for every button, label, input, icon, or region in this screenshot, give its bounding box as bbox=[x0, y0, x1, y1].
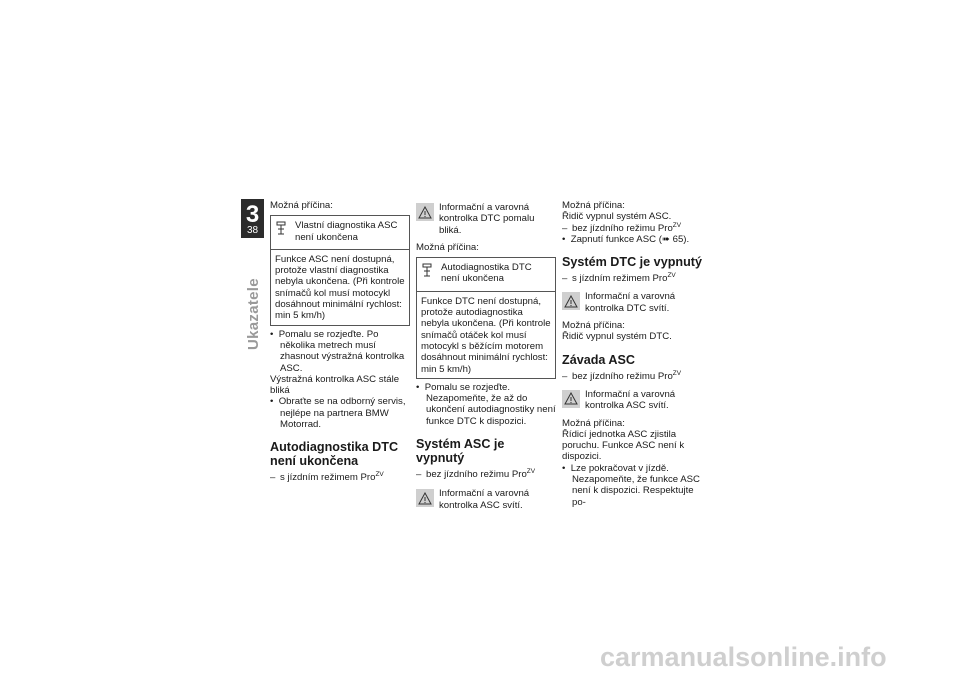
warning-triangle-icon bbox=[562, 390, 580, 408]
dash-item: – s jízdním režimem Pro$^{ZV}$ bbox=[562, 272, 676, 285]
column-1 bbox=[270, 200, 410, 484]
warning-text: Informační a varovná kontrolka ASC svítí. bbox=[585, 388, 676, 412]
bullet-item: • Lze pokračovat v jízdě. Nezapomeňte, že funkce ASC není k dispozici. Respektujte po- bbox=[562, 462, 700, 508]
bullet-item: • Pomalu se rozjeďte. Po několika metrech musí zhasnout výstražná kontrolka ASC. bbox=[270, 328, 405, 374]
box-body: Funkce ASC není dostupná, protože vlastní diagnostika nebyla ukončena. (Při kontrole snímačů kol musí motocykl dosáhnout minimální rychlost: min 5 km/h) bbox=[275, 253, 405, 322]
cause-text: Řidič vypnul systém DTC. bbox=[562, 331, 672, 343]
warning-triangle-icon bbox=[562, 292, 580, 310]
info-box bbox=[416, 257, 556, 379]
chapter-number: 3 bbox=[245, 201, 260, 228]
bullet-item: • Obraťte se na odborný servis, nejlépe na partnera BMW Motorrad. bbox=[270, 396, 406, 431]
warning-text: Informační a varovná kontrolka ASC svítí. bbox=[439, 488, 530, 511]
section-heading: Závada ASC bbox=[562, 352, 636, 367]
cause-text: Řídicí jednotka ASC zjistila poruchu. Funkce ASC není k dispozici. bbox=[562, 428, 685, 463]
bullet-item: • Zapnutí funkce ASC (➠ 65). bbox=[562, 233, 690, 245]
warning-row bbox=[562, 291, 702, 314]
box-title: Vlastní diagnostika ASC není ukončena bbox=[295, 220, 398, 243]
section-heading: Systém ASC je vypnutý bbox=[416, 437, 505, 466]
box-title: Autodiagnostika DTC není ukončena bbox=[441, 262, 532, 285]
dash-item: – bez jízdního režimu Pro$^{ZV}$ bbox=[562, 221, 682, 234]
warning-triangle-icon bbox=[416, 203, 434, 221]
cause-label: Možná příčina: bbox=[562, 320, 625, 332]
warning-row bbox=[416, 488, 556, 511]
column-3 bbox=[562, 200, 702, 508]
page-number: 38 bbox=[246, 225, 259, 236]
dash-item: – bez jízdního režimu Pro$^{ZV}$ bbox=[416, 467, 536, 481]
box-body: Funkce DTC není dostupná, protože autodiagnostika nebyla ukončena. (Při kontrole snímačů otáček kol musí motocykl s běžícím motorem dosáhnout minimální rychlost: min 5 km/h) bbox=[421, 295, 551, 375]
warning-text: Informační a varovná kontrolka DTC pomalu bliká. bbox=[439, 202, 535, 236]
warning-row bbox=[416, 202, 556, 236]
diagnostic-icon bbox=[421, 262, 441, 285]
warning-row bbox=[562, 389, 702, 412]
column-2 bbox=[416, 200, 556, 517]
warning-text: Informační a varovná kontrolka DTC svítí. bbox=[585, 291, 676, 314]
section-heading: Systém DTC je vypnutý bbox=[562, 255, 702, 270]
chapter-tab bbox=[241, 199, 264, 238]
warning-triangle-icon bbox=[416, 489, 434, 507]
cause-label: Možná příčina: bbox=[416, 241, 479, 253]
watermark: carmanualsonline.info bbox=[600, 642, 887, 672]
cause-label: Možná příčina: bbox=[562, 417, 625, 429]
dash-item: – bez jízdního režimu Pro$^{ZV}$ bbox=[562, 369, 682, 382]
diagnostic-icon bbox=[275, 220, 295, 243]
section-label: Ukazatele bbox=[245, 278, 262, 350]
section-heading: Autodiagnostika DTC není ukončena bbox=[270, 440, 399, 469]
cause-label: Možná příčina: bbox=[562, 200, 625, 211]
bullet-item: • Pomalu se rozjeďte. Nezapomeňte, že až do ukončení autodiagnostiky není funkce DTC k dispozici. bbox=[416, 381, 556, 427]
body-text: Výstražná kontrolka ASC stále bliká bbox=[270, 373, 400, 397]
cause-text: Řidič vypnul systém ASC. bbox=[562, 211, 672, 223]
page-ref-arrow-icon: ➠ bbox=[661, 233, 670, 245]
dash-item: – s jízdním režimem Pro$^{ZV}$ bbox=[270, 471, 384, 484]
cause-label: Možná příčina: bbox=[270, 200, 333, 211]
info-box bbox=[270, 215, 410, 325]
